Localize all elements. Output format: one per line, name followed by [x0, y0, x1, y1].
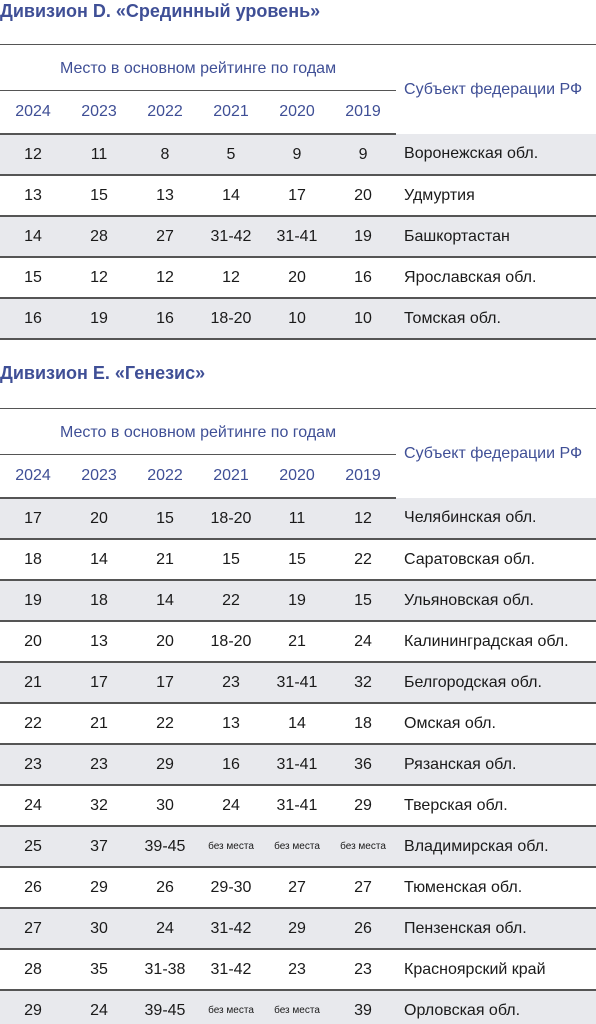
year-header: 2023: [66, 91, 132, 135]
rank-cell: 18-20: [198, 498, 264, 539]
subject-name-cell: Пензенская обл.: [396, 908, 596, 949]
rank-cell: 18: [330, 703, 396, 744]
rank-cell: 14: [0, 216, 66, 257]
subject-name-cell: Ульяновская обл.: [396, 580, 596, 621]
year-header: 2020: [264, 91, 330, 135]
table-row: [0, 990, 596, 1024]
rank-cell: 9: [264, 134, 330, 175]
rank-cell: 14: [66, 539, 132, 580]
rank-cell: 30: [66, 908, 132, 949]
table-row: [0, 298, 596, 339]
rank-cell: 13: [0, 175, 66, 216]
year-header: 2023: [66, 455, 132, 499]
rank-cell: 39: [330, 990, 396, 1024]
year-header: 2021: [198, 91, 264, 135]
table-row: [0, 744, 596, 785]
rank-cell: 12: [198, 257, 264, 298]
table-row: [0, 949, 596, 990]
division-d-table: [0, 44, 596, 340]
rank-cell: 14: [264, 703, 330, 744]
rank-cell: 31-41: [264, 662, 330, 703]
rank-cell: 23: [0, 744, 66, 785]
subject-column-header: Субъект федерации РФ: [396, 409, 596, 499]
rank-cell: 5: [198, 134, 264, 175]
table-row: [0, 134, 596, 175]
rank-cell: 10: [330, 298, 396, 339]
rank-cell: 28: [66, 216, 132, 257]
year-header: 2024: [0, 455, 66, 499]
rank-cell: 20: [132, 621, 198, 662]
subject-name-cell: Владимирская обл.: [396, 826, 596, 867]
rank-cell: 31-41: [264, 744, 330, 785]
table-row: [0, 662, 596, 703]
rank-cell: 39-45: [132, 990, 198, 1024]
subject-name-cell: Рязанская обл.: [396, 744, 596, 785]
rank-cell: 15: [264, 539, 330, 580]
year-header: 2019: [330, 455, 396, 499]
rank-cell: 24: [198, 785, 264, 826]
rank-cell: 19: [330, 216, 396, 257]
rank-cell: 21: [264, 621, 330, 662]
division-d-title: Дивизион D. «Срединный уровень»: [0, 1, 321, 21]
rank-cell: 31-42: [198, 216, 264, 257]
rank-cell: 18: [0, 539, 66, 580]
rank-cell: 27: [330, 867, 396, 908]
year-header: 2022: [132, 455, 198, 499]
rank-cell: 12: [0, 134, 66, 175]
division-d-rows: [0, 134, 596, 339]
subject-name-cell: Тюменская обл.: [396, 867, 596, 908]
subject-name-cell: Белгородская обл.: [396, 662, 596, 703]
year-header: 2020: [264, 455, 330, 499]
ranking-group-header: Место в основном рейтинге по годам: [0, 409, 396, 455]
rank-cell: 26: [330, 908, 396, 949]
rank-cell: без места: [198, 826, 264, 867]
rank-cell: 32: [330, 662, 396, 703]
rank-cell: 12: [132, 257, 198, 298]
subject-name-cell: Воронежская обл.: [396, 134, 596, 175]
rank-cell: 19: [264, 580, 330, 621]
division-e-table: [0, 408, 596, 1024]
rank-cell: 30: [132, 785, 198, 826]
rank-cell: 12: [66, 257, 132, 298]
rank-cell: 29: [330, 785, 396, 826]
rank-cell: 8: [132, 134, 198, 175]
table-row: [0, 867, 596, 908]
rank-cell: 17: [264, 175, 330, 216]
rank-cell: 17: [66, 662, 132, 703]
rank-cell: 36: [330, 744, 396, 785]
rank-cell: 15: [132, 498, 198, 539]
rank-cell: 16: [330, 257, 396, 298]
rank-cell: 21: [66, 703, 132, 744]
table-row: [0, 175, 596, 216]
rank-cell: без места: [264, 990, 330, 1024]
table-row: [0, 216, 596, 257]
rank-cell: 18-20: [198, 298, 264, 339]
rank-cell: 24: [66, 990, 132, 1024]
table-row: [0, 257, 596, 298]
table-row: [0, 539, 596, 580]
rank-cell: 24: [132, 908, 198, 949]
subject-name-cell: Челябинская обл.: [396, 498, 596, 539]
rank-cell: 15: [66, 175, 132, 216]
subject-name-cell: Томская обл.: [396, 298, 596, 339]
subject-name-cell: Башкортастан: [396, 216, 596, 257]
rank-cell: 16: [198, 744, 264, 785]
rank-cell: 20: [330, 175, 396, 216]
rank-cell: 29: [264, 908, 330, 949]
rank-cell: 29: [0, 990, 66, 1024]
rank-cell: 19: [0, 580, 66, 621]
rank-cell: 29: [66, 867, 132, 908]
rank-cell: 29: [132, 744, 198, 785]
table-row: [0, 785, 596, 826]
rank-cell: 13: [66, 621, 132, 662]
table-row: [0, 621, 596, 662]
rank-cell: 18-20: [198, 621, 264, 662]
rank-cell: без места: [264, 826, 330, 867]
rank-cell: 23: [330, 949, 396, 990]
rank-cell: 26: [0, 867, 66, 908]
rank-cell: 26: [132, 867, 198, 908]
rank-cell: 24: [330, 621, 396, 662]
rank-cell: 28: [0, 949, 66, 990]
rank-cell: 25: [0, 826, 66, 867]
rank-cell: без места: [330, 826, 396, 867]
rank-cell: 29-30: [198, 867, 264, 908]
table-row: [0, 908, 596, 949]
rank-cell: 18: [66, 580, 132, 621]
rank-cell: 17: [132, 662, 198, 703]
year-header: 2021: [198, 455, 264, 499]
year-header: 2022: [132, 91, 198, 135]
rank-cell: 21: [132, 539, 198, 580]
rank-cell: 22: [0, 703, 66, 744]
rank-cell: 23: [264, 949, 330, 990]
subject-name-cell: Саратовская обл.: [396, 539, 596, 580]
rank-cell: 23: [198, 662, 264, 703]
rank-cell: 16: [132, 298, 198, 339]
subject-name-cell: Калининградская обл.: [396, 621, 596, 662]
table-row: [0, 703, 596, 744]
division-e-rows: [0, 498, 596, 1024]
rank-cell: 31-38: [132, 949, 198, 990]
rank-cell: 20: [0, 621, 66, 662]
rank-cell: 22: [132, 703, 198, 744]
rank-cell: 35: [66, 949, 132, 990]
subject-name-cell: Красноярский край: [396, 949, 596, 990]
year-header: 2019: [330, 91, 396, 135]
rank-cell: 15: [0, 257, 66, 298]
rank-cell: 21: [0, 662, 66, 703]
rank-cell: 27: [264, 867, 330, 908]
rank-cell: 31-41: [264, 785, 330, 826]
year-header: 2024: [0, 91, 66, 135]
subject-name-cell: Удмуртия: [396, 175, 596, 216]
rank-cell: 13: [198, 703, 264, 744]
rank-cell: 15: [198, 539, 264, 580]
table-row: [0, 580, 596, 621]
rank-cell: 24: [0, 785, 66, 826]
rank-cell: 17: [0, 498, 66, 539]
rank-cell: 27: [132, 216, 198, 257]
rank-cell: 11: [66, 134, 132, 175]
rank-cell: 22: [330, 539, 396, 580]
rank-cell: без места: [198, 990, 264, 1024]
rank-cell: 15: [330, 580, 396, 621]
subject-column-header: Субъект федерации РФ: [396, 45, 596, 135]
rank-cell: 14: [132, 580, 198, 621]
rank-cell: 22: [198, 580, 264, 621]
rank-cell: 20: [66, 498, 132, 539]
subject-name-cell: Ярославская обл.: [396, 257, 596, 298]
subject-name-cell: Орловская обл.: [396, 990, 596, 1024]
rank-cell: 39-45: [132, 826, 198, 867]
rank-cell: 13: [132, 175, 198, 216]
rank-cell: 12: [330, 498, 396, 539]
rank-cell: 16: [0, 298, 66, 339]
table-row: [0, 498, 596, 539]
rank-cell: 37: [66, 826, 132, 867]
ranking-group-header: Место в основном рейтинге по годам: [0, 45, 396, 91]
rank-cell: 31-42: [198, 949, 264, 990]
rank-cell: 31-41: [264, 216, 330, 257]
rank-cell: 14: [198, 175, 264, 216]
division-e-title: Дивизион E. «Генезис»: [0, 363, 206, 383]
table-row: [0, 826, 596, 867]
rank-cell: 20: [264, 257, 330, 298]
rank-cell: 23: [66, 744, 132, 785]
rank-cell: 32: [66, 785, 132, 826]
subject-name-cell: Тверская обл.: [396, 785, 596, 826]
rank-cell: 19: [66, 298, 132, 339]
rank-cell: 11: [264, 498, 330, 539]
rank-cell: 27: [0, 908, 66, 949]
rank-cell: 31-42: [198, 908, 264, 949]
subject-name-cell: Омская обл.: [396, 703, 596, 744]
rank-cell: 9: [330, 134, 396, 175]
rank-cell: 10: [264, 298, 330, 339]
